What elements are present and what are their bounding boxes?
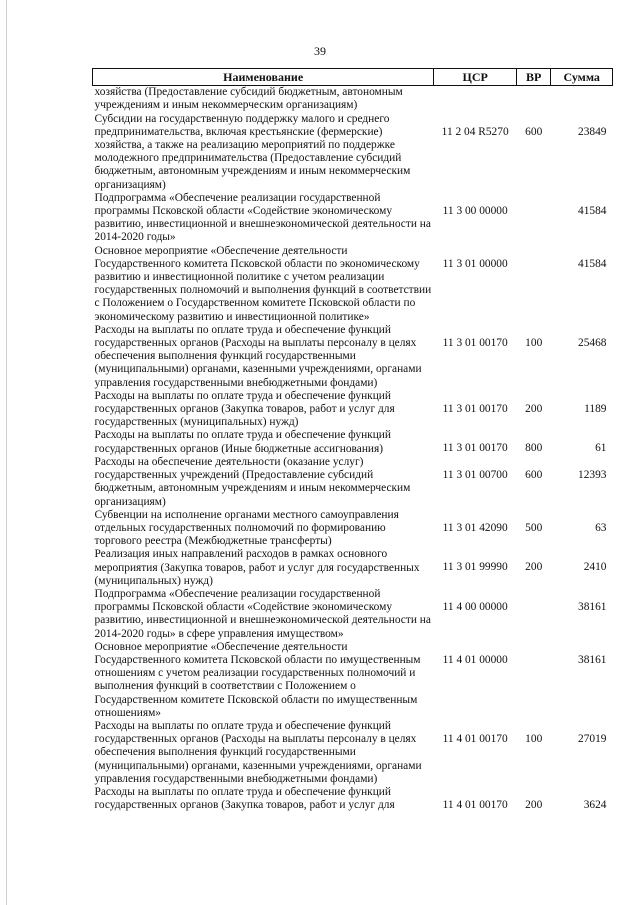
table-row [93,720,613,786]
cell-csr: 11 3 01 00000 [442,257,508,270]
header-vr: ВР [517,69,551,86]
cell-vr [517,192,551,245]
cell-csr: 11 3 00 00000 [442,204,508,217]
cell-name: Расходы на выплаты по оплате труда и обеспечение функций государственных органов (Расходы на выплаты персоналу в целях обеспечения выполнения функций государственными (муниципальными) органами, казенными учреждениями, органами управления государственными внебюджетными фондами) [94,719,422,785]
cell-sum: 41584 [578,204,607,217]
cell-vr: 200 [525,402,543,415]
table-row [93,456,613,509]
header-sum: Сумма [551,69,613,86]
cell-name: Подпрограмма «Обеспечение реализации государственной программы Псковской области «Содействие экономическому развитию, инвестиционной и внешнеэкономической деятельности на 2014-2020 годы» в сфере управления имуществом» [94,587,431,640]
cell-csr: 11 4 01 00000 [442,653,508,666]
cell-vr [517,641,551,720]
cell-csr: 11 3 01 00170 [442,442,508,455]
cell-vr: 100 [525,336,543,349]
cell-vr: 600 [525,468,543,481]
table-row [93,641,613,720]
table-row [93,113,613,192]
cell-vr [517,86,551,113]
table-header-row [93,69,613,86]
table-row [93,192,613,245]
cell-name: Расходы на выплаты по оплате труда и обеспечение функций государственных органов (Закупка товаров, работ и услуг для государственных (муниципальных) нужд) [94,389,395,429]
header-csr: ЦСР [434,69,517,86]
cell-sum: 25468 [578,336,607,349]
cell-name: Субвенции на исполнение органами местного самоуправления отдельных государственных полномочий по формированию торгового реестра (Межбюджетные трансферты) [94,508,399,548]
cell-csr: 11 3 01 00170 [442,402,508,415]
cell-csr [434,86,517,113]
cell-csr: 11 3 01 42090 [442,521,508,534]
table-row [93,245,613,324]
table-row [93,588,613,641]
cell-sum: 63 [595,521,607,534]
cell-vr [517,245,551,324]
cell-csr: 11 4 01 00170 [442,732,508,745]
cell-name: Реализация иных направлений расходов в рамках основного мероприятия (Закупка товаров, работ и услуг для государственных (муниципальных) нужд) [94,548,420,587]
cell-vr: 500 [525,521,543,534]
cell-sum: 12393 [578,468,607,481]
cell-name: Расходы на обеспечение деятельности (оказание услуг) государственных учреждений (Предоставление субсидий бюджетным, автономным учреждениям и иным некоммерческим организациям) [94,455,411,508]
cell-name: хозяйства (Предоставление субсидий бюджетным, автономным учреждениям и иным некоммерческим организациям) [94,86,403,112]
cell-name: Расходы на выплаты по оплате труда и обеспечение функций государственных органов (Расходы на выплаты персоналу в целях обеспечения выполнения функций государственными (муниципальными) органами, казенными учреждениями, органами управления государственными внебюджетными фондами) [94,323,422,389]
cell-csr: 11 4 00 00000 [442,600,508,613]
cell-vr: 600 [525,125,543,138]
cell-name: Расходы на выплаты по оплате труда и обеспечение функций государственных органов (Закупка товаров, работ и услуг для [94,785,395,812]
cell-sum: 3624 [583,798,607,811]
table-row [93,390,613,430]
cell-vr: 200 [525,561,543,574]
cell-sum: 41584 [578,257,607,270]
table-row [93,509,613,549]
table-row [93,786,613,812]
cell-vr: 200 [525,798,543,811]
cell-name: Субсидии на государственную поддержку малого и среднего предпринимательства, включая крестьянские (фермерские) хозяйства, а также на реализацию мероприятий по поддержке молодежного предпринимательства (Предоставление субсидий бюджетным, автономным учреждениям и иным некоммерческим организациям) [94,112,411,191]
cell-sum: 27019 [578,732,607,745]
cell-name: Основное мероприятие «Обеспечение деятельности Государственного комитета Псковской области по экономическому развитию и инвестиционной политике с учетом реализации государственных полномочий и выполнения функций в соответствии с Положением о Государственном комитете Псковской области по экономическому развитию и инвестиционной политике» [94,244,432,323]
page-number: 39 [314,44,326,58]
table-row [93,548,613,588]
cell-csr: 11 3 01 00700 [442,468,508,481]
cell-vr [517,588,551,641]
cell-sum: 2410 [583,561,607,574]
table-row [93,429,613,455]
scan-edge-line [6,0,7,905]
cell-name: Основное мероприятие «Обеспечение деятельности Государственного комитета Псковской области по имущественным отношениям с учетом реализации государственных полномочий и выполнения функций в соответствии с Положением о Государственном комитете Псковской области по имущественным отношениям» [94,640,421,719]
cell-sum: 38161 [578,653,607,666]
cell-sum: 61 [595,442,607,455]
table-row [93,86,613,113]
cell-sum: 23849 [578,125,607,138]
cell-sum [551,86,613,113]
cell-sum: 38161 [578,600,607,613]
header-name: Наименование [93,69,434,86]
table-row [93,324,613,390]
cell-vr: 100 [525,732,543,745]
cell-name: Расходы на выплаты по оплате труда и обеспечение функций государственных органов (Иные бюджетные ассигнования) [94,429,391,455]
budget-table [92,68,613,812]
cell-csr: 11 3 01 00170 [442,336,508,349]
cell-sum: 1189 [584,402,607,415]
cell-csr: 11 3 01 99990 [442,561,508,574]
cell-vr: 800 [525,442,543,455]
cell-csr: 11 4 01 00170 [442,798,508,811]
cell-csr: 11 2 04 R5270 [441,125,509,138]
cell-name: Подпрограмма «Обеспечение реализации государственной программы Псковской области «Содействие экономическому развитию, инвестиционной и внешнеэкономической деятельности на 2014-2020 годы» [94,191,431,244]
